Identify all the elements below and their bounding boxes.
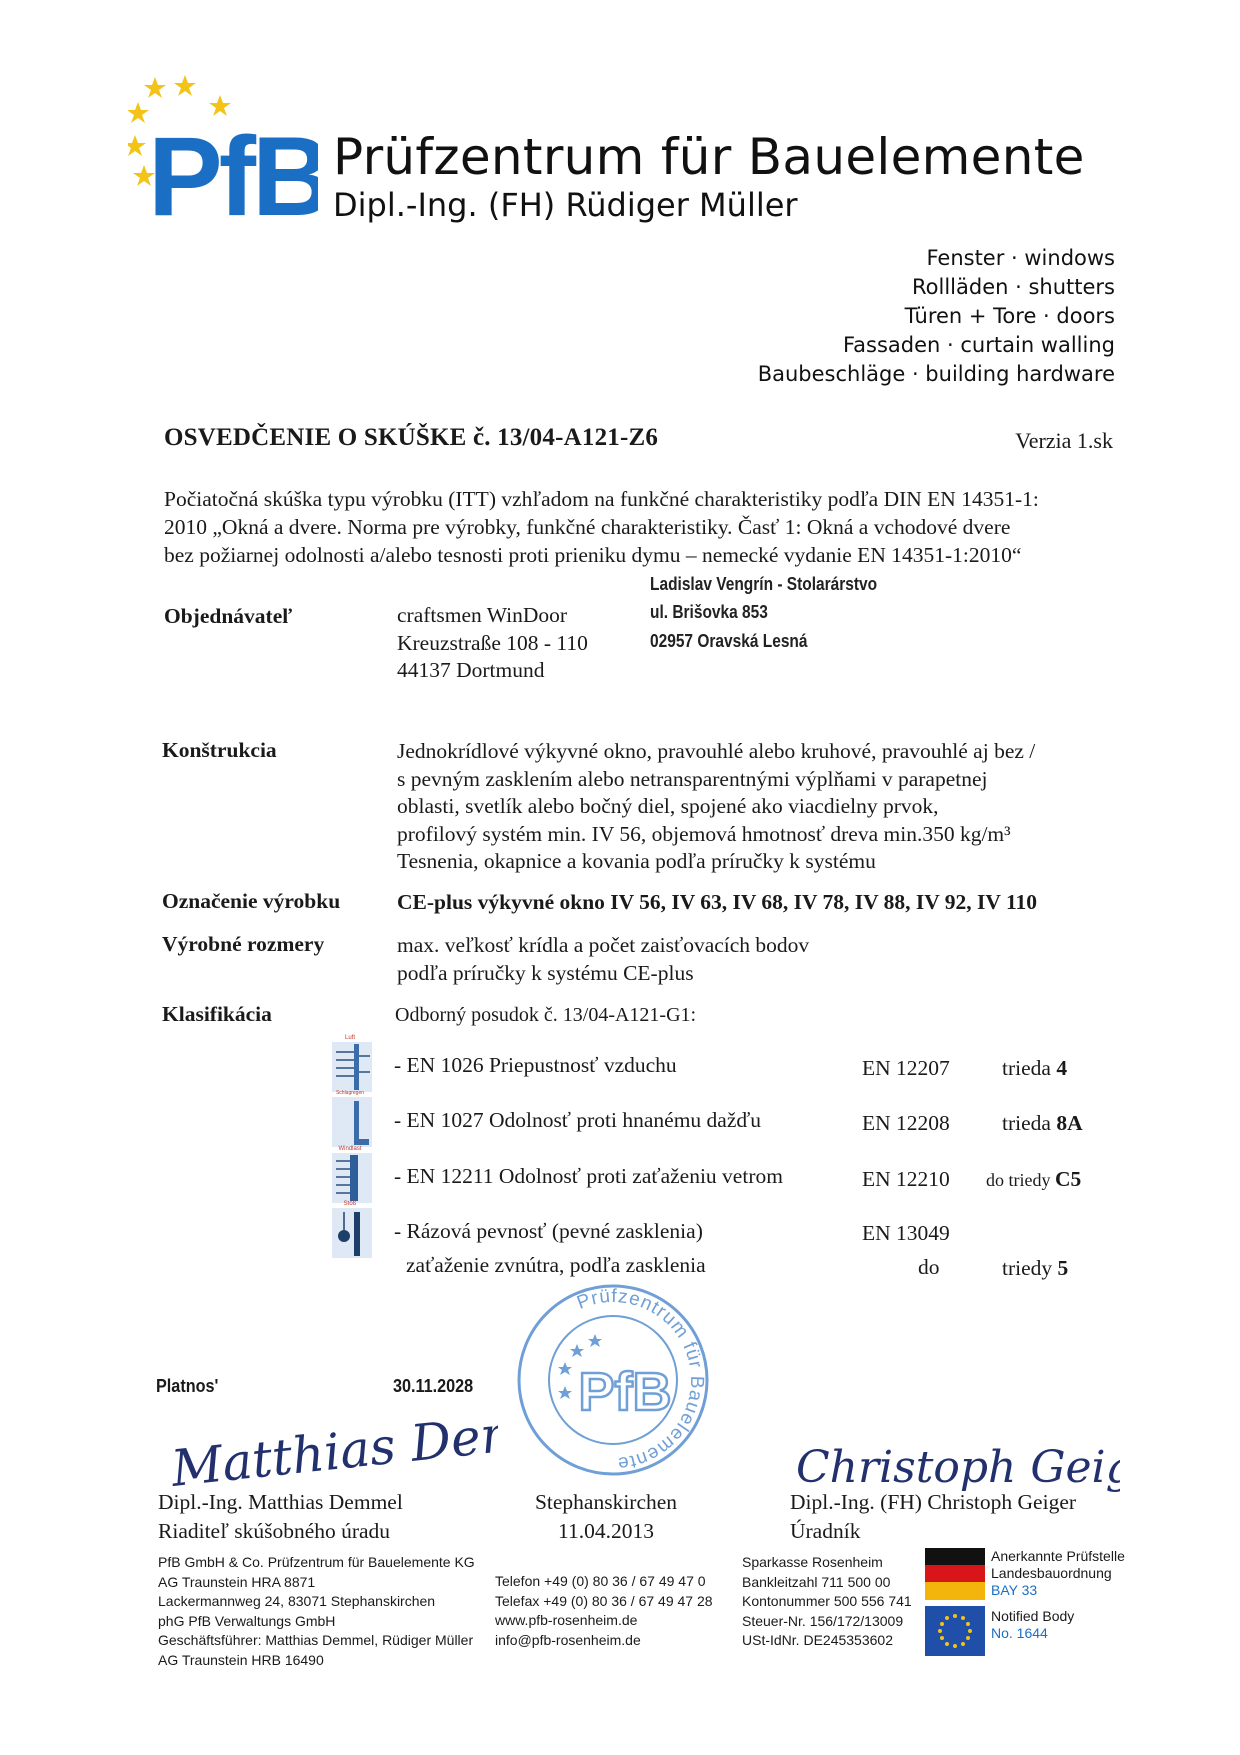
construction-line: Tesnenia, okapnice a kovania podľa príručky k systému xyxy=(397,849,876,873)
signer-role: Riaditeľ skúšobného úradu xyxy=(158,1519,391,1543)
classification-description-line: zaťaženie zvnútra, podľa zasklenia xyxy=(406,1253,706,1277)
classification-row xyxy=(330,1035,1120,1106)
client-stamp-city: 02957 Oravská Lesná xyxy=(650,631,808,651)
footer-line: AG Traunstein HRB 16490 xyxy=(158,1651,324,1668)
client-label: Objednávateľ xyxy=(164,604,293,628)
client-stamp-street: ul. Brišovka 853 xyxy=(650,602,768,622)
signature-script: Christoph Gei xyxy=(796,1442,1106,1493)
impact-resistance-icon xyxy=(330,1198,374,1262)
certificate-title: OSVEDČENIE O SKÚŠKE č. 13/04-A121-Z6 xyxy=(164,424,659,451)
construction-label: Konštrukcia xyxy=(162,738,277,762)
client-address xyxy=(397,602,588,685)
client-line: 44137 Dortmund xyxy=(397,658,545,682)
category-item: Fenster · windows xyxy=(926,246,1115,270)
version-label: Verzia 1.sk xyxy=(1015,428,1113,453)
construction-text xyxy=(397,738,1035,876)
client-stamp-name: Ladislav Vengrín - Stolarárstvo xyxy=(650,574,878,594)
construction-line: profilový systém min. IV 56, objemová hmotnosť dreva min.350 kg/m³ xyxy=(397,821,1011,846)
validity-label: Platnos' xyxy=(156,1376,219,1396)
signer-role: Úradník xyxy=(790,1519,861,1543)
classification-report: Odborný posudok č. 13/04-A121-G1: xyxy=(395,1004,697,1026)
classification-standard-line: EN 13049 xyxy=(862,1221,950,1245)
dimensions-line: max. veľkosť krídla a počet zaisťovacích bodov xyxy=(397,933,810,957)
intro-paragraph xyxy=(164,485,1116,569)
footer-line: USt-IdNr. DE245353602 xyxy=(742,1632,893,1648)
dimensions-text xyxy=(397,932,809,987)
footer-bank xyxy=(742,1553,912,1651)
de-badge-text xyxy=(991,1548,1125,1599)
classification-class xyxy=(986,1161,1081,1198)
footer-line: Sparkasse Rosenheim xyxy=(742,1554,883,1570)
pfb-logo xyxy=(128,75,318,225)
class-prefix: do triedy xyxy=(986,1170,1055,1190)
signature-script: Matthias Demmel xyxy=(168,1418,498,1498)
client-line: craftsmen WinDoor xyxy=(397,603,568,627)
footer-line: phG PfB Verwaltungs GmbH xyxy=(158,1612,336,1629)
org-title: Prüfzentrum für Bauelemente xyxy=(333,128,1085,186)
german-flag-icon xyxy=(925,1548,985,1600)
classification-class xyxy=(1002,1050,1067,1086)
footer-contact xyxy=(495,1572,713,1650)
footer-website[interactable]: www.pfb-rosenheim.de xyxy=(495,1612,638,1628)
badge-line: Landesbauordnung xyxy=(991,1565,1112,1581)
icon-caption: Windlast xyxy=(338,1146,362,1152)
classification-standard: EN 12208 xyxy=(862,1111,950,1135)
signer-left xyxy=(158,1488,403,1546)
signer-name: Dipl.-Ing. (FH) Christoph Geiger xyxy=(790,1490,1077,1514)
classification-row xyxy=(330,1201,1120,1292)
footer-email[interactable]: info@pfb-rosenheim.de xyxy=(495,1631,641,1648)
classification-description: - EN 1026 Priepustnosť vzduchu xyxy=(394,1053,677,1077)
stamp-center-text: PfB xyxy=(578,1362,672,1422)
classification-row xyxy=(330,1146,1120,1217)
classification-description xyxy=(394,1216,706,1280)
badge-line: Notified Body xyxy=(991,1608,1075,1624)
footer-company xyxy=(158,1553,475,1670)
category-list xyxy=(758,244,1115,389)
footer-line: AG Traunstein HRA 8871 xyxy=(158,1573,316,1590)
badge-line: Anerkannte Prüfstelle xyxy=(991,1548,1125,1564)
intro-line: 2010 „Okná a dvere. Norma pre výrobky, funkčné charakteristiky. Časť 1: Okná a vchodové dvere xyxy=(164,515,1011,539)
product-label: Označenie výrobku xyxy=(162,889,341,913)
org-subtitle: Dipl.-Ing. (FH) Rüdiger Müller xyxy=(333,186,798,224)
validity-date: 30.11.2028 xyxy=(393,1376,474,1396)
construction-line: s pevným zasklením alebo netransparentnými výplňami v parapetnej xyxy=(397,766,988,791)
category-item: Rollläden · shutters xyxy=(912,275,1115,299)
client-line: Kreuzstraße 108 - 110 xyxy=(397,630,588,655)
class-value: C5 xyxy=(1055,1167,1082,1191)
place-date xyxy=(527,1488,685,1546)
construction-line: oblasti, svetlík alebo bočný diel, spojené ako viacdielny prvok, xyxy=(397,794,939,818)
footer-badges xyxy=(925,1548,1135,1658)
footer-line: Bankleitzahl 711 500 00 xyxy=(742,1573,891,1590)
footer-line: Geschäftsführer: Matthias Demmel, Rüdiger Müller xyxy=(158,1632,474,1648)
class-value: 8A xyxy=(1056,1111,1083,1135)
classification-description: - EN 12211 Odolnosť proti zaťaženiu vetrom xyxy=(394,1164,783,1188)
class-value: 4 xyxy=(1056,1056,1068,1080)
eu-badge-text xyxy=(991,1608,1074,1642)
classification-description-line: - Rázová pevnosť (pevné zasklenia) xyxy=(394,1219,703,1243)
classification-standard xyxy=(862,1216,950,1284)
footer-line: PfB GmbH & Co. Prüfzentrum für Bauelemente KG xyxy=(158,1554,475,1570)
classification-class xyxy=(1002,1105,1083,1141)
intro-line: bez požiarnej odolnosti a/alebo tesnosti proti prieniku dymu – nemecké vydanie EN 14351-1:2010“ xyxy=(164,543,1022,567)
category-item: Baubeschläge · building hardware xyxy=(757,362,1115,386)
footer-line: Telefon +49 (0) 80 36 / 67 49 47 0 xyxy=(495,1573,706,1589)
icon-caption: Schlagregen xyxy=(335,1090,365,1096)
construction-line: Jednokrídlové výkyvné okno, pravouhlé alebo kruhové, pravouhlé aj bez / xyxy=(397,739,1036,763)
footer-line: Steuer-Nr. 156/172/13009 xyxy=(742,1612,904,1629)
icon-caption: Luft xyxy=(344,1035,356,1041)
classification-standard: EN 12210 xyxy=(862,1167,950,1191)
signer-right xyxy=(790,1488,1076,1546)
classification-description: - EN 1027 Odolnosť proti hnanému dažďu xyxy=(394,1108,762,1132)
classification-standard: EN 12207 xyxy=(862,1056,950,1080)
logo-text: PfB xyxy=(148,114,318,225)
eu-flag-icon xyxy=(925,1606,985,1656)
category-item: Fassaden · curtain walling xyxy=(843,333,1115,357)
official-stamp xyxy=(515,1282,711,1478)
product-value: CE-plus výkyvné okno IV 56, IV 63, IV 68, IV 78, IV 88, IV 92, IV 110 xyxy=(397,890,1038,914)
stamp-ring-text: Prüfzentrum für Bauelemente xyxy=(574,1285,708,1475)
signer-name: Dipl.-Ing. Matthias Demmel xyxy=(158,1490,403,1514)
badge-line: BAY 33 xyxy=(991,1582,1038,1598)
category-item: Türen + Tore · doors xyxy=(904,304,1115,328)
classification-label: Klasifikácia xyxy=(162,1002,272,1026)
footer-line: Lackermannweg 24, 83071 Stephanskirchen xyxy=(158,1593,436,1609)
place: Stephanskirchen xyxy=(534,1490,678,1514)
footer-line: Kontonummer 500 556 741 xyxy=(742,1593,912,1609)
classification-row xyxy=(330,1090,1120,1161)
classification-standard-line: do xyxy=(918,1255,940,1279)
class-prefix: trieda xyxy=(1002,1056,1057,1080)
badge-line: No. 1644 xyxy=(991,1625,1048,1641)
dimensions-line: podľa príručky k systému CE-plus xyxy=(397,960,694,985)
driving-rain-icon xyxy=(330,1087,374,1151)
class-value: 5 xyxy=(1057,1256,1069,1280)
intro-line: Počiatočná skúška typu výrobku (ITT) vzhľadom na funkčné charakteristiky podľa DIN EN 14351-1: xyxy=(164,487,1039,511)
issue-date: 11.04.2013 xyxy=(558,1519,654,1543)
class-prefix: trieda xyxy=(1002,1111,1057,1135)
class-prefix: triedy xyxy=(1002,1256,1058,1280)
icon-caption: Stoß xyxy=(343,1201,357,1207)
footer-line: Telefax +49 (0) 80 36 / 67 49 47 28 xyxy=(495,1592,713,1609)
dimensions-label: Výrobné rozmery xyxy=(162,932,325,956)
classification-class xyxy=(1002,1250,1068,1286)
